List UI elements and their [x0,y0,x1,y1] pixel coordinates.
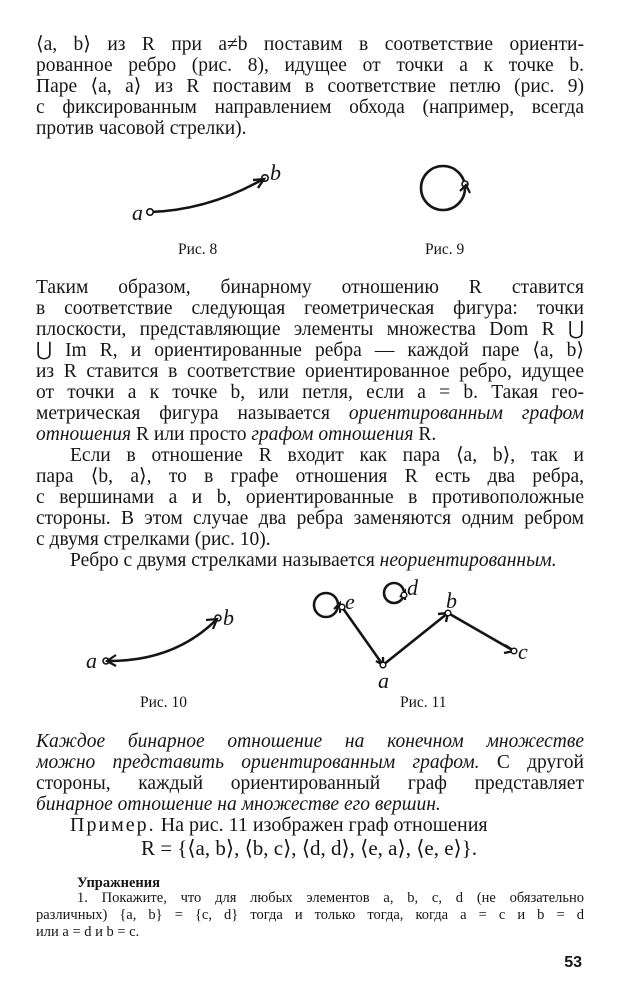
relation-formula: R = {⟨a, b⟩, ⟨b, c⟩, ⟨d, d⟩, ⟨e, a⟩, ⟨e, e⟩}. [140,836,478,860]
vertex-e [339,604,345,610]
text-line: с фиксированным направлением обхода (например, всегда [36,97,584,118]
text-line: рованное ребро (рис. 8), идущее от точки a к точке b. [36,55,584,76]
figure-caption: Рис. 10 [140,694,188,711]
text-line: от точки a к точке b, или петля, если a = b. Такая гео- [36,382,584,403]
text-line: Пример. На рис. 11 изображен граф отношения [70,815,488,836]
edge-a-b [383,613,448,665]
vertex-label-c: c [518,639,528,664]
page-number: 53 [564,954,582,971]
text-line: плоскости, представляющие элементы множества Dom R ⋃ [36,319,584,340]
exercise-line: или a = d и b = c. [36,924,140,940]
text-line: Если в отношение R входит как пара ⟨a, b⟩, так и [70,445,584,466]
text-line: метрическая фигура называется ориентированным графом [36,403,584,424]
text-line: можно представить ориентированным графом. С другой [36,752,584,773]
vertex-d [401,592,407,598]
text-line: стороны. В этом случае два ребра заменяются одним ребром [36,508,584,529]
text-line: пара ⟨b, a⟩, то в графе отношения R есть два ребра, [36,466,584,487]
vertex-label-e: e [345,589,355,614]
edge-a-to-b [150,178,265,212]
text-line: против часовой стрелки). [36,118,247,139]
text-line: отношения R или просто графом отношения R. [36,424,437,445]
vertex-label-b: b [270,160,281,185]
exercises-title: Упражнения [77,875,160,891]
edge-e-a [342,607,383,665]
text-line: в соответствие следующая геометрическая фигура: точки [36,298,584,319]
edge-b-c [448,613,514,651]
vertex-label-a: a [86,648,97,673]
text-line: стороны, каждый ориентированный граф представляет [36,773,584,794]
undirected-edge-a-b [106,618,218,661]
loop-d [384,583,404,603]
figure-11 [300,575,540,695]
loop-e [314,593,338,617]
vertex-label-b: b [223,605,234,630]
figure-caption: Рис. 8 [178,241,218,258]
text-line: Таким образом, бинарному отношению R ставится [36,277,584,298]
text-line: Каждое бинарное отношение на конечном множестве [36,731,584,752]
text-line: бинарное отношение на множестве его вершин. [36,794,441,815]
vertex-c [511,648,517,654]
vertex-label-b: b [446,588,457,613]
vertex-a [147,209,153,215]
vertex-label-d: d [407,575,418,600]
text-line: ⟨a, b⟩ из R при a≠b поставим в соответствие ориенти- [36,34,584,55]
exercise-line: 1. Покажите, что для любых элементов a, b, c, d (не обязательно [77,890,584,906]
text-line: ⋃ Im R, и ориентированные ребра — каждой паре ⟨a, b⟩ [36,340,584,361]
vertex-a [380,662,386,668]
text-line: с вершинами a и b, ориентированные в противоположные [36,487,584,508]
text-line: Ребро с двумя стрелками называется неориентированным. [70,550,557,571]
vertex-label-a: a [378,668,389,693]
text-line: из R ставится в соответствие ориентированное ребро, идущее [36,361,584,382]
figure-10 [80,600,260,680]
text-line: Паре ⟨a, a⟩ из R поставим в соответствие петлю (рис. 9) [36,76,584,97]
figure-caption: Рис. 9 [425,241,465,258]
text-line: с двумя стрелками (рис. 10). [36,529,271,550]
figure-8 [120,150,300,230]
exercise-line: различных) {a, b} = {c, d} тогда и только тогда, когда a = c и b = d [36,907,584,923]
loop [421,166,465,210]
figure-9 [410,155,480,225]
vertex-label-a: a [132,200,143,225]
figure-caption: Рис. 11 [400,694,447,711]
